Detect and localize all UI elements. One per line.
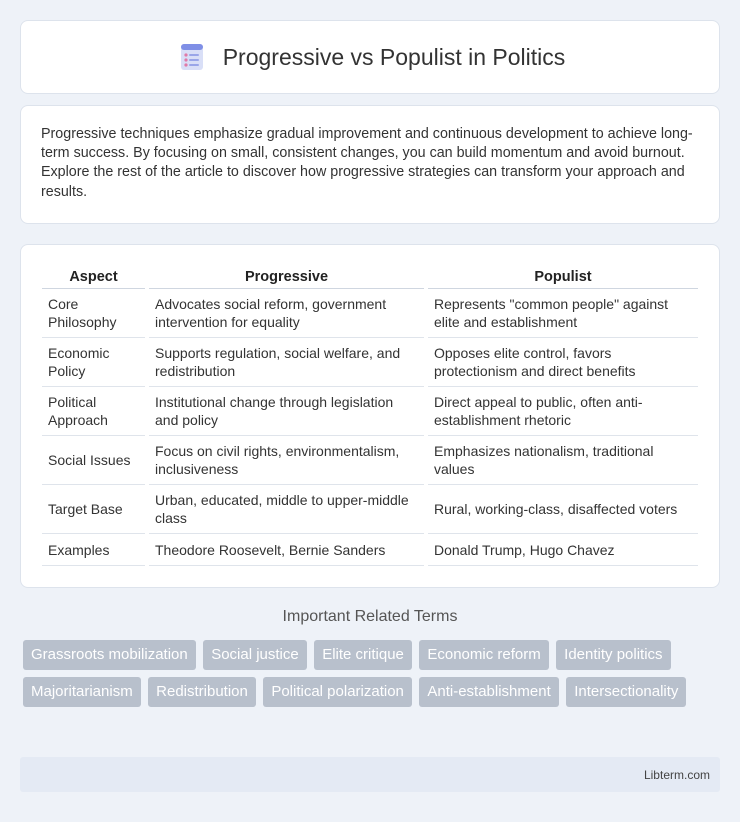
related-term-tag[interactable]: Redistribution <box>148 677 256 707</box>
table-row <box>42 534 698 566</box>
table-row <box>42 387 698 436</box>
table-cell-populist: Represents "common people" against elite and establishment <box>428 289 698 338</box>
related-terms-list <box>23 640 723 714</box>
related-term-tag[interactable]: Majoritarianism <box>23 677 141 707</box>
table-cell-aspect: Economic Policy <box>42 338 145 387</box>
column-header-populist: Populist <box>428 265 698 289</box>
table-cell-aspect: Core Philosophy <box>42 289 145 338</box>
table-cell-populist: Emphasizes nationalism, traditional values <box>428 436 698 485</box>
table-cell-aspect: Target Base <box>42 485 145 534</box>
table-cell-progressive: Institutional change through legislation and policy <box>149 387 424 436</box>
related-term-tag[interactable]: Economic reform <box>419 640 548 670</box>
table-cell-aspect: Political Approach <box>42 387 145 436</box>
table-cell-progressive: Supports regulation, social welfare, and redistribution <box>149 338 424 387</box>
table-cell-populist: Opposes elite control, favors protectionism and direct benefits <box>428 338 698 387</box>
table-row <box>42 289 698 338</box>
related-term-tag[interactable]: Identity politics <box>556 640 670 670</box>
table-cell-progressive: Urban, educated, middle to upper-middle class <box>149 485 424 534</box>
related-term-tag[interactable]: Grassroots mobilization <box>23 640 196 670</box>
table-row <box>42 436 698 485</box>
related-terms-heading: Important Related Terms <box>282 608 458 625</box>
header-card <box>20 20 720 94</box>
table-cell-progressive: Advocates social reform, government intervention for equality <box>149 289 424 338</box>
table-cell-aspect: Examples <box>42 534 145 566</box>
page-title: Progressive vs Populist in Politics <box>222 43 566 70</box>
footer <box>20 757 720 792</box>
table-header-row <box>42 265 698 289</box>
table-cell-populist: Direct appeal to public, often anti-establishment rhetoric <box>428 387 698 436</box>
table-cell-progressive: Focus on civil rights, environmentalism, inclusiveness <box>149 436 424 485</box>
column-header-aspect: Aspect <box>42 265 145 289</box>
table-row <box>42 485 698 534</box>
related-term-tag[interactable]: Intersectionality <box>566 677 686 707</box>
related-term-tag[interactable]: Political polarization <box>263 677 412 707</box>
document-list-icon <box>175 40 209 74</box>
table-cell-progressive: Theodore Roosevelt, Bernie Sanders <box>149 534 424 566</box>
header-inner <box>175 40 566 74</box>
table-cell-populist: Rural, working-class, disaffected voters <box>428 485 698 534</box>
footer-site-link[interactable]: Libterm.com <box>643 768 710 782</box>
table-cell-aspect: Social Issues <box>42 436 145 485</box>
related-term-tag[interactable]: Elite critique <box>314 640 412 670</box>
column-header-progressive: Progressive <box>149 265 424 289</box>
comparison-table-card <box>20 244 720 588</box>
intro-card <box>20 105 720 224</box>
table-row <box>42 338 698 387</box>
related-term-tag[interactable]: Social justice <box>203 640 307 670</box>
related-term-tag[interactable]: Anti-establishment <box>419 677 558 707</box>
comparison-table <box>38 265 702 566</box>
table-cell-populist: Donald Trump, Hugo Chavez <box>428 534 698 566</box>
intro-paragraph: Progressive techniques emphasize gradual improvement and continuous development to achieve long-term success. By focusing on small, consistent changes, you can build momentum and avoid burnout. Explore the rest of the article to discover how progressive strategies can transform your approach and results. <box>41 126 693 200</box>
